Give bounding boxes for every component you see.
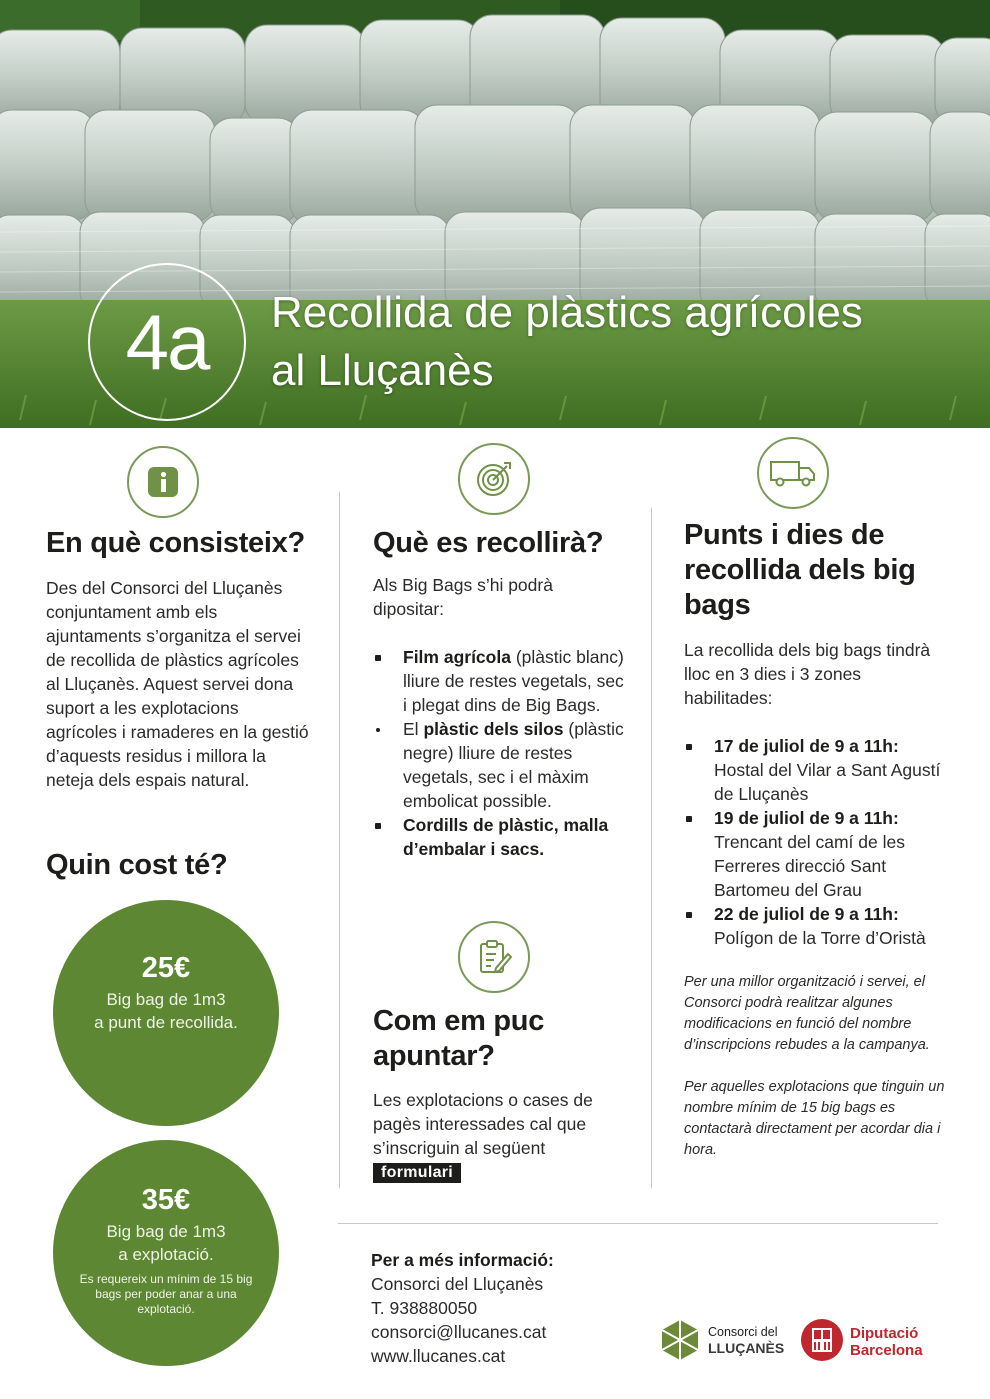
price-amount-35: 35€ [141, 1184, 191, 1216]
price-desc-25-line1: Big bag de 1m3 [106, 990, 226, 1009]
punts-heading: Punts i dies de recollida dels big bags [684, 519, 916, 621]
clipboard-edit-icon [476, 938, 512, 976]
list-item: El plàstic dels silos (plàstic negre) lliure de restes vegetals, sec i el màxim embolicat possible. [373, 717, 628, 813]
signup-heading: Com em puc apuntar? [373, 1005, 545, 1072]
page-title-line2: al Lluçanès [271, 346, 494, 395]
list-item: Film agrícola (plàstic blanc) lliure de restes vegetals, sec i plegat dins de Big Bags. [373, 645, 628, 717]
info-glyph-icon [146, 465, 180, 499]
punts-note-2: Per aquelles explotacions que tinguin un nombre mínim de 15 big bags es contactarà directament per acordar dia i hora. [684, 1079, 945, 1158]
signup-text: Les explotacions o cases de pagès interessades cal que s’inscriguin al següent [373, 1090, 593, 1158]
contact-phone: T. 938880050 [371, 1298, 478, 1318]
info-icon [127, 446, 199, 518]
consisteix-heading: En què consisteix? [46, 527, 305, 559]
contact-title: Per a més informació: [371, 1250, 554, 1270]
column-divider-2 [651, 508, 652, 1188]
recollira-list [373, 645, 628, 861]
form-link-button[interactable]: formulari [373, 1163, 461, 1183]
truck-icon [757, 437, 829, 509]
price-circle-25 [53, 900, 279, 1126]
price-desc-25-line2: a punt de recollida. [94, 1013, 238, 1032]
consorci-logo-icon [658, 1318, 702, 1362]
price-desc-35-line2: a explotació. [118, 1245, 214, 1264]
list-item: 22 de juliol de 9 a 11h: Polígon de la Torre d’Oristà [684, 902, 954, 950]
list-item: 17 de juliol de 9 a 11h: Hostal del Vilar a Sant Agustí de Lluçanès [684, 734, 954, 806]
punts-list [684, 734, 954, 950]
page-title [271, 284, 971, 400]
price-note-35: Es requereix un mínim de 15 big bags per poder anar a una explotació. [79, 1272, 253, 1316]
contact-block [371, 1248, 554, 1368]
column-divider-1 [339, 492, 340, 1188]
price-circle-35 [53, 1140, 279, 1366]
diputacio-logo-icon [800, 1318, 844, 1362]
list-item: 19 de juliol de 9 a 11h: Trencant del camí de les Ferreres direcció Sant Bartomeu del Grau [684, 806, 954, 902]
target-icon [458, 443, 530, 515]
punts-note-1: Per una millor organització i servei, el Consorci podrà realitzar algunes modificacions en funció del nombre d’inscripcions rebudes a la campanya. [684, 974, 930, 1053]
diputacio-logo-line1: Diputació [850, 1325, 919, 1342]
list-item: Cordills de plàstic, malla d’embalar i sacs. [373, 813, 628, 861]
page-title-line1: Recollida de plàstics agrícoles [271, 288, 863, 337]
consisteix-body: Des del Consorci del Lluçanès conjuntament amb els ajuntaments s’organitza el servei de recollida de plàstics agrícoles al Lluçanès. Aquest servei dona suport a les explotacions agrícoles i ramaderes en la gestió d’aquests residus i millora la neteja dels espais natural. [46, 578, 309, 790]
price-amount-25: 25€ [141, 952, 191, 984]
hero-banner [0, 0, 990, 428]
truck-glyph-icon [769, 458, 817, 488]
consorci-logo-line2: LLUÇANÈS [708, 1340, 785, 1356]
footer-divider [338, 1223, 938, 1224]
diputacio-logo-line2: Barcelona [850, 1342, 923, 1359]
form-icon [458, 921, 530, 993]
contact-email[interactable]: consorci@llucanes.cat [371, 1322, 547, 1342]
recollira-intro: Als Big Bags s’hi podrà dipositar: [373, 575, 553, 619]
target-glyph-icon [474, 459, 514, 499]
punts-intro: La recollida dels big bags tindrà lloc en 3 dies i 3 zones habilitades: [684, 640, 931, 708]
cost-heading: Quin cost té? [46, 849, 228, 881]
contact-org: Consorci del Lluçanès [371, 1274, 544, 1294]
consorci-logo-line1: Consorci del [708, 1325, 778, 1339]
price-desc-35-line1: Big bag de 1m3 [106, 1222, 226, 1241]
recollira-heading: Què es recollirà? [373, 527, 604, 559]
contact-web[interactable]: www.llucanes.cat [371, 1346, 506, 1366]
section-number: 4a [125, 297, 209, 386]
